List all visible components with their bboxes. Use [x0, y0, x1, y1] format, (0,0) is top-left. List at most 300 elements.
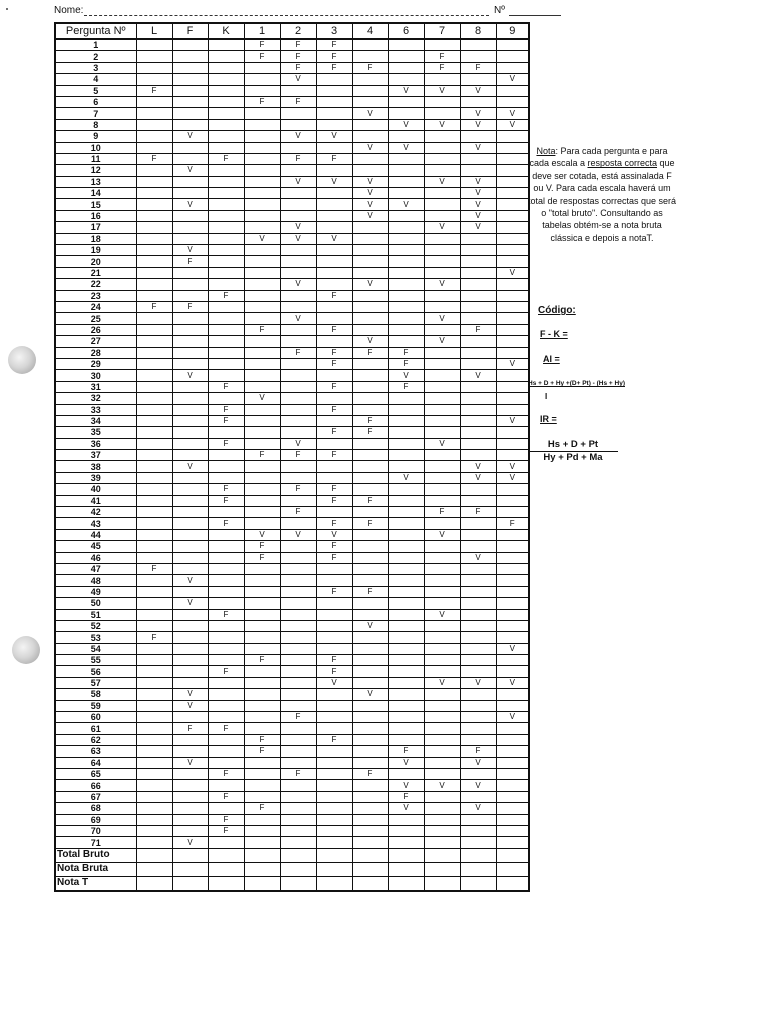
answer-cell	[424, 188, 460, 199]
answer-cell	[172, 62, 208, 73]
answer-cell: V	[172, 199, 208, 210]
answer-cell	[208, 96, 244, 107]
answer-cell	[388, 404, 424, 415]
answer-cell	[424, 814, 460, 825]
table-row	[55, 563, 529, 574]
answer-cell	[424, 199, 460, 210]
answer-cell: F	[316, 552, 352, 563]
answer-cell	[136, 712, 172, 723]
answer-cell	[424, 620, 460, 631]
answer-cell	[244, 347, 280, 358]
score-cell[interactable]	[460, 876, 496, 891]
answer-cell	[388, 484, 424, 495]
question-number: 37	[55, 450, 136, 461]
answer-cell	[208, 655, 244, 666]
answer-cell	[352, 598, 388, 609]
answer-cell	[460, 609, 496, 620]
question-number: 3	[55, 62, 136, 73]
answer-cell	[388, 507, 424, 518]
answer-cell	[280, 461, 316, 472]
answer-cell	[352, 131, 388, 142]
question-number: 19	[55, 245, 136, 256]
answer-cell	[496, 803, 529, 814]
score-cell[interactable]	[208, 876, 244, 891]
answer-cell	[280, 165, 316, 176]
answer-cell	[136, 267, 172, 278]
answer-cell: F	[280, 62, 316, 73]
answer-cell	[388, 336, 424, 347]
answer-cell	[280, 734, 316, 745]
score-cell[interactable]	[280, 862, 316, 876]
answer-cell	[460, 153, 496, 164]
answer-cell	[280, 336, 316, 347]
answer-cell	[424, 712, 460, 723]
answer-cell	[496, 279, 529, 290]
answer-cell: F	[172, 256, 208, 267]
answer-cell: F	[244, 96, 280, 107]
answer-cell	[424, 586, 460, 597]
answer-cell	[388, 461, 424, 472]
answer-cell: F	[352, 415, 388, 426]
answer-cell	[136, 119, 172, 130]
score-cell[interactable]	[388, 862, 424, 876]
answer-cell	[280, 689, 316, 700]
question-number: 52	[55, 620, 136, 631]
answer-cell: F	[280, 347, 316, 358]
answer-cell	[496, 39, 529, 51]
question-number: 59	[55, 700, 136, 711]
answer-cell	[496, 541, 529, 552]
answer-cell	[460, 358, 496, 369]
answer-cell	[136, 62, 172, 73]
answer-cell	[388, 814, 424, 825]
answer-cell	[388, 74, 424, 85]
answer-cell	[424, 495, 460, 506]
answer-cell: F	[352, 62, 388, 73]
column-header-3: 3	[316, 23, 352, 39]
answer-cell	[136, 643, 172, 654]
score-cell[interactable]	[280, 848, 316, 862]
answer-cell	[208, 552, 244, 563]
answer-cell	[496, 404, 529, 415]
score-cell[interactable]	[172, 862, 208, 876]
answer-cell	[136, 529, 172, 540]
score-cell[interactable]	[352, 862, 388, 876]
answer-cell: V	[424, 279, 460, 290]
table-row	[55, 666, 529, 677]
answer-cell	[244, 620, 280, 631]
score-cell[interactable]	[244, 876, 280, 891]
answer-cell: V	[460, 780, 496, 791]
answer-cell	[460, 74, 496, 85]
answer-cell	[460, 279, 496, 290]
answer-cell	[460, 404, 496, 415]
answer-cell: F	[352, 495, 388, 506]
answer-cell	[352, 563, 388, 574]
answer-cell	[496, 780, 529, 791]
answer-cell: V	[316, 677, 352, 688]
answer-cell	[352, 267, 388, 278]
question-number: 29	[55, 358, 136, 369]
table-row	[55, 620, 529, 631]
answer-cell: V	[496, 643, 529, 654]
answer-cell	[208, 598, 244, 609]
answer-cell	[352, 370, 388, 381]
question-number: 25	[55, 313, 136, 324]
answer-cell	[424, 746, 460, 757]
footer-row	[55, 862, 529, 876]
score-cell[interactable]	[496, 876, 529, 891]
answer-cell	[208, 586, 244, 597]
answer-cell	[136, 347, 172, 358]
question-number: 34	[55, 415, 136, 426]
question-number: 60	[55, 712, 136, 723]
answer-cell	[280, 324, 316, 335]
answer-cell	[424, 131, 460, 142]
answer-cell	[172, 609, 208, 620]
column-header-f: F	[172, 23, 208, 39]
score-cell[interactable]	[460, 848, 496, 862]
answer-cell	[460, 791, 496, 802]
score-cell[interactable]	[496, 862, 529, 876]
answer-cell: V	[424, 780, 460, 791]
answer-cell	[280, 108, 316, 119]
answer-cell	[244, 290, 280, 301]
answer-cell	[460, 484, 496, 495]
answer-cell	[208, 301, 244, 312]
score-cell[interactable]	[244, 848, 280, 862]
answer-cell	[316, 563, 352, 574]
score-cell[interactable]	[352, 876, 388, 891]
answer-cell: F	[316, 450, 352, 461]
answer-cell	[136, 620, 172, 631]
answer-cell	[460, 39, 496, 51]
answer-cell: F	[316, 427, 352, 438]
answer-cell: F	[208, 666, 244, 677]
answer-cell	[244, 381, 280, 392]
answer-cell: F	[208, 814, 244, 825]
answer-cell: F	[496, 518, 529, 529]
question-number: 5	[55, 85, 136, 96]
answer-cell	[136, 96, 172, 107]
answer-cell	[460, 518, 496, 529]
answer-key-table	[54, 22, 530, 892]
answer-cell: V	[280, 74, 316, 85]
answer-cell	[244, 210, 280, 221]
answer-cell	[208, 734, 244, 745]
answer-cell	[280, 245, 316, 256]
answer-cell	[172, 108, 208, 119]
answer-cell	[136, 370, 172, 381]
score-cell[interactable]	[208, 848, 244, 862]
answer-cell	[244, 700, 280, 711]
answer-cell	[280, 609, 316, 620]
answer-cell	[208, 529, 244, 540]
score-cell[interactable]	[388, 876, 424, 891]
answer-cell: V	[496, 415, 529, 426]
question-number: 47	[55, 563, 136, 574]
question-number: 26	[55, 324, 136, 335]
score-cell[interactable]	[424, 876, 460, 891]
table-row	[55, 336, 529, 347]
answer-cell	[388, 108, 424, 119]
answer-cell: F	[208, 723, 244, 734]
answer-cell	[496, 301, 529, 312]
table-row	[55, 723, 529, 734]
answer-cell	[388, 529, 424, 540]
answer-cell: F	[172, 301, 208, 312]
answer-cell	[424, 108, 460, 119]
answer-cell	[280, 666, 316, 677]
table-row	[55, 484, 529, 495]
answer-cell	[136, 51, 172, 62]
answer-cell: F	[244, 39, 280, 51]
answer-cell	[280, 393, 316, 404]
answer-cell	[352, 301, 388, 312]
answer-cell	[352, 484, 388, 495]
answer-cell	[352, 96, 388, 107]
score-cell[interactable]	[280, 876, 316, 891]
answer-cell	[388, 415, 424, 426]
answer-cell: V	[424, 438, 460, 449]
answer-cell	[208, 165, 244, 176]
answer-cell: V	[352, 279, 388, 290]
answer-cell	[244, 814, 280, 825]
answer-cell	[424, 837, 460, 848]
column-header-k: K	[208, 23, 244, 39]
question-number: 57	[55, 677, 136, 688]
answer-cell: V	[280, 438, 316, 449]
answer-cell	[208, 700, 244, 711]
number-field[interactable]	[509, 15, 561, 16]
answer-cell	[460, 256, 496, 267]
question-number: 10	[55, 142, 136, 153]
answer-cell	[424, 598, 460, 609]
answer-cell	[388, 677, 424, 688]
answer-cell	[172, 427, 208, 438]
answer-cell	[460, 415, 496, 426]
answer-cell	[352, 552, 388, 563]
table-row	[55, 51, 529, 62]
answer-cell: V	[316, 176, 352, 187]
answer-cell: F	[136, 85, 172, 96]
score-cell[interactable]	[316, 862, 352, 876]
question-number: 24	[55, 301, 136, 312]
answer-cell: V	[244, 529, 280, 540]
answer-cell	[388, 666, 424, 677]
score-cell[interactable]	[316, 876, 352, 891]
answer-cell	[172, 119, 208, 130]
answer-cell	[316, 96, 352, 107]
score-cell[interactable]	[244, 862, 280, 876]
answer-cell	[172, 279, 208, 290]
answer-cell: F	[280, 51, 316, 62]
answer-cell	[352, 643, 388, 654]
answer-cell	[280, 723, 316, 734]
score-cell[interactable]	[136, 848, 172, 862]
question-number: 27	[55, 336, 136, 347]
answer-cell: F	[316, 358, 352, 369]
answer-cell	[316, 108, 352, 119]
note-label: Nota	[536, 146, 556, 156]
answer-cell	[280, 825, 316, 836]
answer-cell	[208, 632, 244, 643]
answer-cell	[172, 769, 208, 780]
answer-cell	[172, 472, 208, 483]
answer-cell	[316, 438, 352, 449]
answer-cell: V	[352, 176, 388, 187]
answer-cell	[280, 837, 316, 848]
answer-cell	[316, 757, 352, 768]
answer-cell	[244, 153, 280, 164]
score-cell[interactable]	[316, 848, 352, 862]
answer-cell	[424, 757, 460, 768]
answer-cell	[136, 142, 172, 153]
answer-cell	[388, 96, 424, 107]
answer-cell: F	[208, 769, 244, 780]
answer-cell	[172, 51, 208, 62]
answer-cell	[244, 837, 280, 848]
answer-cell	[496, 586, 529, 597]
answer-cell	[424, 791, 460, 802]
score-cell[interactable]	[136, 876, 172, 891]
score-cell[interactable]	[388, 848, 424, 862]
answer-cell	[496, 51, 529, 62]
answer-cell: V	[424, 119, 460, 130]
score-cell[interactable]	[352, 848, 388, 862]
answer-cell	[460, 734, 496, 745]
answer-cell	[208, 620, 244, 631]
answer-cell	[424, 632, 460, 643]
answer-cell	[172, 541, 208, 552]
answer-cell	[496, 62, 529, 73]
answer-cell	[352, 381, 388, 392]
answer-cell	[460, 267, 496, 278]
answer-cell	[496, 450, 529, 461]
score-cell[interactable]	[424, 848, 460, 862]
name-label: Nome:	[54, 5, 84, 16]
answer-cell	[136, 689, 172, 700]
answer-cell: F	[244, 541, 280, 552]
question-number: 2	[55, 51, 136, 62]
answer-cell: F	[460, 746, 496, 757]
answer-cell	[388, 153, 424, 164]
answer-cell: V	[280, 313, 316, 324]
answer-cell: V	[424, 85, 460, 96]
answer-cell	[316, 507, 352, 518]
answer-cell	[280, 746, 316, 757]
code-ai-denominator: I	[545, 392, 548, 401]
answer-cell	[496, 484, 529, 495]
answer-cell: F	[208, 484, 244, 495]
answer-cell	[172, 734, 208, 745]
answer-cell: F	[208, 404, 244, 415]
answer-cell: F	[352, 586, 388, 597]
answer-cell	[424, 563, 460, 574]
score-cell[interactable]	[172, 876, 208, 891]
question-number: 12	[55, 165, 136, 176]
answer-cell	[496, 632, 529, 643]
answer-cell: F	[316, 586, 352, 597]
score-cell[interactable]	[460, 862, 496, 876]
answer-cell	[136, 552, 172, 563]
table-row	[55, 529, 529, 540]
score-cell[interactable]	[424, 862, 460, 876]
answer-cell: V	[424, 176, 460, 187]
answer-cell	[388, 245, 424, 256]
question-number: 43	[55, 518, 136, 529]
answer-cell	[280, 552, 316, 563]
question-number: 68	[55, 803, 136, 814]
question-number: 11	[55, 153, 136, 164]
answer-cell	[208, 279, 244, 290]
answer-cell	[460, 96, 496, 107]
answer-cell	[136, 336, 172, 347]
answer-cell	[244, 780, 280, 791]
table-row	[55, 74, 529, 85]
answer-cell	[244, 313, 280, 324]
answer-cell	[316, 199, 352, 210]
answer-cell	[244, 586, 280, 597]
answer-cell	[244, 689, 280, 700]
question-number: 32	[55, 393, 136, 404]
answer-cell	[316, 837, 352, 848]
answer-cell	[460, 336, 496, 347]
answer-cell	[280, 119, 316, 130]
answer-cell	[352, 575, 388, 586]
answer-cell	[136, 814, 172, 825]
question-number: 23	[55, 290, 136, 301]
answer-cell	[496, 746, 529, 757]
answer-cell	[424, 324, 460, 335]
answer-cell	[496, 131, 529, 142]
table-row	[55, 301, 529, 312]
answer-cell: F	[244, 734, 280, 745]
answer-cell	[388, 279, 424, 290]
answer-cell	[136, 39, 172, 51]
answer-cell	[424, 74, 460, 85]
answer-cell	[208, 358, 244, 369]
question-number: 17	[55, 222, 136, 233]
score-cell[interactable]	[496, 848, 529, 862]
name-field[interactable]	[84, 15, 489, 16]
answer-cell	[244, 769, 280, 780]
answer-cell	[136, 541, 172, 552]
answer-cell	[244, 176, 280, 187]
score-cell[interactable]	[172, 848, 208, 862]
table-row	[55, 108, 529, 119]
answer-cell	[136, 507, 172, 518]
answer-cell: V	[172, 757, 208, 768]
answer-cell	[280, 142, 316, 153]
score-cell[interactable]	[136, 862, 172, 876]
answer-cell	[460, 632, 496, 643]
answer-cell	[244, 518, 280, 529]
answer-cell	[460, 393, 496, 404]
answer-cell	[280, 700, 316, 711]
question-number: 51	[55, 609, 136, 620]
answer-cell: F	[208, 153, 244, 164]
answer-cell	[388, 210, 424, 221]
answer-cell	[388, 233, 424, 244]
score-cell[interactable]	[208, 862, 244, 876]
table-row	[55, 381, 529, 392]
table-row	[55, 655, 529, 666]
answer-cell	[172, 518, 208, 529]
answer-cell	[388, 518, 424, 529]
answer-cell	[136, 222, 172, 233]
answer-cell	[424, 165, 460, 176]
